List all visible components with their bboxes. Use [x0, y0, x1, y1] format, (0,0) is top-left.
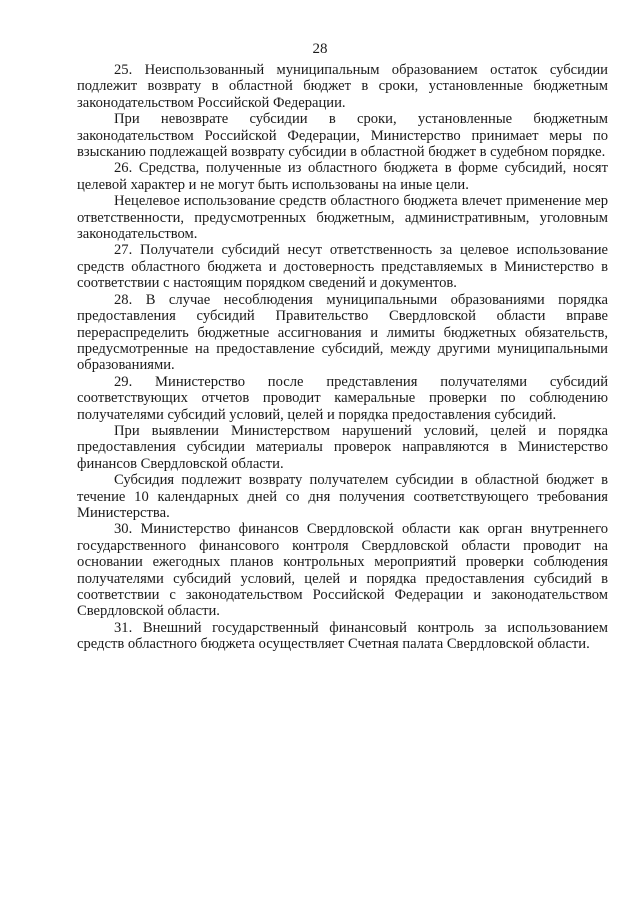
paragraph-29: 29. Министерство после представления получателями субсидий соответствующих отчетов проводит камеральные проверки по соблюдению получателями субсидий условий, целей и порядка предоставления субсидий.	[77, 373, 608, 423]
paragraph-26-misuse: Нецелевое использование средств областного бюджета влечет применение мер ответственности, предусмотренных бюджетным, административным, уголовным законодательством.	[77, 193, 608, 243]
paragraph-31: 31. Внешний государственный финансовый контроль за использованием средств областного бюджета осуществляет Счетная палата Свердловской области.	[77, 619, 608, 653]
paragraph-29-refund-deadline: Субсидия подлежит возврату получателем субсидии в областной бюджет в течение 10 календарных дней со дня получения соответствующего требования Министерства.	[77, 472, 608, 521]
paragraph-26: 26. Средства, полученные из областного бюджета в форме субсидий, носят целевой характер и не могут быть использованы на иные цели.	[77, 160, 608, 193]
paragraph-30: 30. Министерство финансов Свердловской области как орган внутреннего государственного финансового контроля Свердловской области проводит на основании ежегодных планов контрольных мероприятий проверки соблюдения получателями субсидий условий, целей и порядка предоставления субсидий в соответствии с законодательством Российской Федерации и законодательством Свердловской области.	[77, 521, 608, 620]
paragraph-25: 25. Неиспользованный муниципальным образованием остаток субсидии подлежит возврату в областной бюджет в сроки, установленные бюджетным законодательством Российской Федерации.	[77, 62, 608, 111]
page-number: 28	[312, 41, 328, 57]
paragraph-28: 28. В случае несоблюдения муниципальными образованиями порядка предоставления субсидий Правительство Свердловской области вправе перераспределить бюджетные ассигнования и лимиты бюджетных обязательств, предусмотренные на предоставление субсидий, между другими муниципальными образованиями.	[77, 291, 608, 374]
document-body	[77, 62, 608, 653]
paragraph-27: 27. Получатели субсидий несут ответственность за целевое использование средств областного бюджета и достоверность представляемых в Министерство в соответствии с настоящим порядком сведений и документов.	[77, 242, 608, 292]
paragraph-29-violations: При выявлении Министерством нарушений условий, целей и порядка предоставления субсидии материалы проверок направляются в Министерство финансов Свердловской области.	[77, 422, 608, 472]
paragraph-25-refund-enforcement: При невозврате субсидии в сроки, установленные бюджетным законодательством Российской Федерации, Министерство принимает меры по взысканию подлежащей возврату субсидии в областной бюджет в судебном порядке.	[77, 111, 608, 161]
